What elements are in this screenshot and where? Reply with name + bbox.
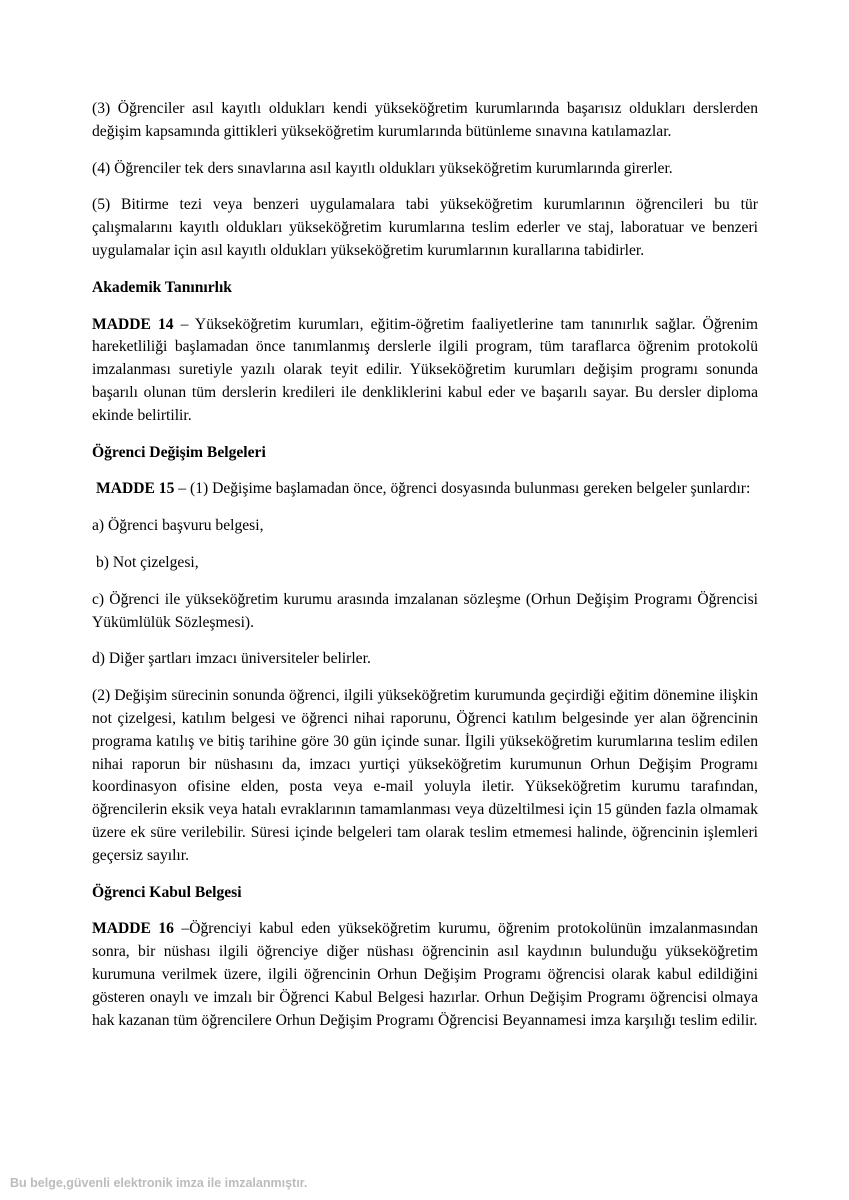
paragraph-5: (5) Bitirme tezi veya benzeri uygulamalara tabi yükseköğretim kurumlarının öğrencileri bu tür çalışmalarını kayıtlı oldukları yükseköğretim kurumlarına teslim ederler ve staj, laboratuar ve benzeri uygulamalar için asıl kayıtlı oldukları yükseköğretim kurumlarının kurallarına tabidirler. — [92, 196, 758, 259]
madde-15-label: MADDE 15 — [96, 480, 175, 498]
madde-16 — [92, 918, 758, 1032]
madde-14-label: MADDE 14 — [92, 315, 174, 333]
madde-16-text: –Öğrenciyi kabul eden yükseköğretim kurumu, öğrenim protokolünün imzalanmasından sonra, bir nüshası ilgili öğrenciye diğer nüshası öğrencinin asıl kaydının bulunduğu yükseköğretim kurumuna verilmek üzere, ilgili öğrencinin Orhun Değişim Programı öğrencisi olarak kabul edildiğini gösteren onaylı ve imzalı bir Öğrenci Kabul Belgesi hazırlar. Orhun Değişim Programı öğrencisi olmaya hak kazanan tüm öğrencilere Orhun Değişim Programı Öğrencisi Beyannamesi imza karşılığı teslim edilir. — [92, 920, 758, 1029]
list-item-c: c) Öğrenci ile yükseköğretim kurumu arasında imzalanan sözleşme (Orhun Değişim Programı Öğrencisi Yükümlülük Sözleşmesi). — [92, 590, 758, 631]
document-page — [92, 98, 758, 1046]
list-item-a: a) Öğrenci başvuru belgesi, — [92, 517, 264, 535]
heading-akademik-taninirlik: Akademik Tanınırlık — [92, 278, 232, 296]
list-item-d: d) Diğer şartları imzacı üniversiteler belirler. — [92, 650, 371, 668]
madde-16-label: MADDE 16 — [92, 920, 174, 938]
madde-15-text: – (1) Değişime başlamadan önce, öğrenci dosyasında bulunması gereken belgeler şunlardır: — [174, 480, 751, 498]
paragraph-3: (3) Öğrenciler asıl kayıtlı oldukları kendi yükseköğretim kurumlarında başarısız oldukları derslerden değişim kapsamında gittikleri yükseköğretim kurumlarında bütünleme sınavına katılamazlar. — [92, 100, 758, 140]
madde-15-paragraph-2: (2) Değişim sürecinin sonunda öğrenci, ilgili yükseköğretim kurumunda geçirdiği eğitim dönemine ilişkin not çizelgesi, katılım belgesi ve öğrenci nihai raporunu, Öğrenci katılım belgesinde yer alan öğrencinin programa katılış ve bitiş tarihine göre 30 gün içinde sunar. İlgili yükseköğretim kurumlarına teslim edilen nihai raporun bir nüshasını da, imzacı yurtiçi yükseköğretim kurumunun Orhun Değişim Programı koordinasyon ofisine elden, posta veya e-mail yoluyla iletir. Yükseköğretim kurumu tarafından, öğrencilerin eksik veya hatalı evraklarının tamamlanması veya düzeltilmesi için 15 günden fazla olmamak üzere ek süre verilebilir. Süresi içinde belgeleri tam olarak teslim etmemesi halinde, öğrencinin işlemleri geçersiz sayılır. — [92, 687, 758, 864]
list-item-b: b) Not çizelgesi, — [96, 553, 199, 571]
madde-14-text: – Yükseköğretim kurumları, eğitim-öğretim faaliyetlerine tam tanınırlık sağlar. Öğrenim hareketliliği başlamadan önce tanımlanmış derslerle ilgili program, tüm taraflarca öğrenim protokolü imzalanması suretiyle yazılı olarak teyit edilir. Yükseköğretim kurumları değişim programı sonunda başarılı olunan tüm derslerin kredileri ile denkliklerini kabul eder ve başarılı sayar. Bu dersler diploma ekinde belirtilir. — [92, 315, 758, 424]
paragraph-4: (4) Öğrenciler tek ders sınavlarına asıl kayıtlı oldukları yükseköğretim kurumlarında girerler. — [92, 159, 673, 177]
heading-ogrenci-kabul-belgesi: Öğrenci Kabul Belgesi — [92, 883, 242, 901]
e-signature-footer: Bu belge,güvenli elektronik imza ile imzalanmıştır. — [10, 1176, 308, 1190]
madde-15 — [92, 478, 758, 501]
heading-ogrenci-degisim-belgeleri: Öğrenci Değişim Belgeleri — [92, 443, 266, 461]
madde-14 — [92, 314, 758, 428]
